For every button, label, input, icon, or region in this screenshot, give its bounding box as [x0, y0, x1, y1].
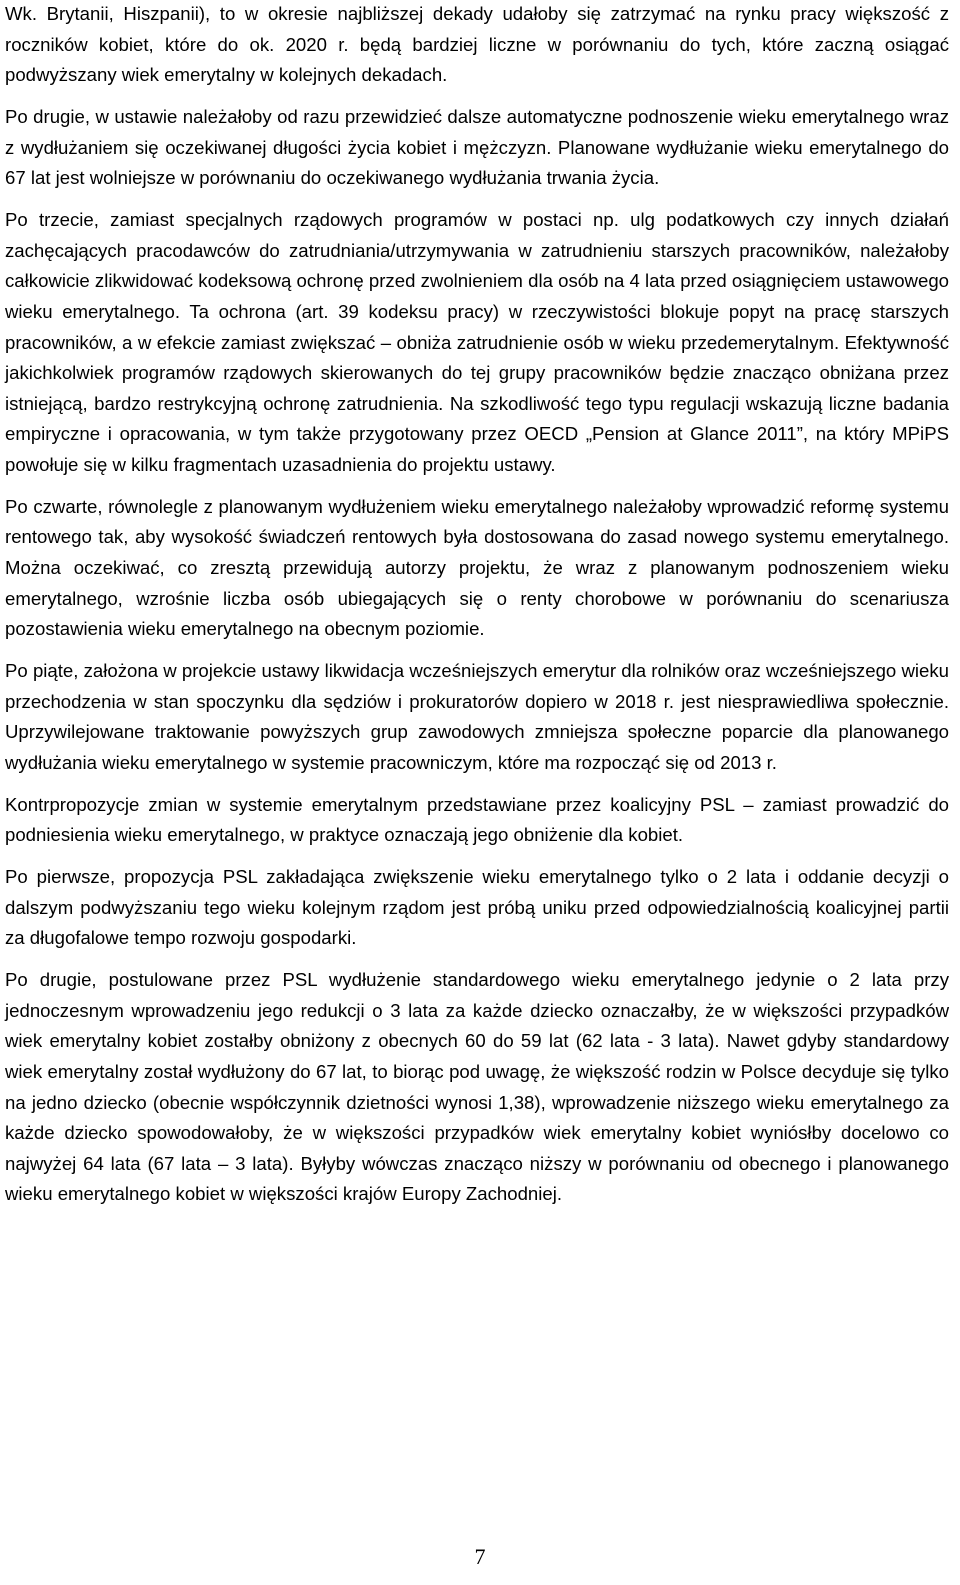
paragraph-second-point: Po drugie, w ustawie należałoby od razu przewidzieć dalsze automatyczne podnoszenie wieku emerytalnego wraz z wydłużaniem się oczekiwanej długości życia kobiet i mężczyzn. Planowane wydłużanie wieku emerytalnego do 67 lat jest wolniejsze w porównaniu do oczekiwanego wydłużania trwania życia. — [5, 106, 949, 189]
paragraph-psl-first-point: Po pierwsze, propozycja PSL zakładająca zwiększenie wieku emerytalnego tylko o 2 lata i oddanie decyzji o dalszym podwyższaniu tego wieku kolejnym rządom jest próbą uniku przed odpowiedzialnością koalicyjnej partii za długofalowe tempo rozwoju gospodarki. — [5, 866, 949, 949]
paragraph-third-point: Po trzecie, zamiast specjalnych rządowych programów w postaci np. ulg podatkowych czy innych działań zachęcających pracodawców do zatrudniania/utrzymywania w zatrudnieniu starszych pracowników, należałoby całkowicie zlikwidować kodeksową ochronę przed zwolnieniem dla osób na 4 lata przed osiągnięciem ustawowego wieku emerytalnego. Ta ochrona (art. 39 kodeksu pracy) w rzeczywistości blokuje popyt na pracę starszych pracowników, a w efekcie zamiast zwiększać – obniża zatrudnienie osób w wieku przedemerytalnym. Efektywność jakichkolwiek programów rządowych skierowanych do tej grupy pracowników będzie znacząco obniżana przez istniejącą, bardzo restrykcyjną ochronę zatrudnienia. Na szkodliwość tego typu regulacji wskazują liczne badania empiryczne i opracowania, w tym także przygotowany przez OECD „Pension at Glance 2011”, na który MPiPS powołuje się w kilku fragmentach uzasadnienia do projektu ustawy. — [5, 209, 949, 475]
paragraph-continuation: Wk. Brytanii, Hiszpanii), to w okresie najbliższej dekady udałoby się zatrzymać na rynku pracy większość z roczników kobiet, które do ok. 2020 r. będą bardziej liczne w porównaniu do tych, które zaczną osiągać podwyższany wiek emerytalny w kolejnych dekadach. — [5, 3, 949, 86]
paragraph-psl-second-point: Po drugie, postulowane przez PSL wydłużenie standardowego wieku emerytalnego jedynie o 2 lata przy jednoczesnym wprowadzeniu jego redukcji o 3 lata za każde dziecko oznaczałby, że w większości przypadków wiek emerytalny kobiet zostałby obniżony z obecnych 60 do 59 lat (62 lata - 3 lata). Nawet gdyby standardowy wiek emerytalny został wydłużony do 67 lat, to biorąc pod uwagę, że większość rodzin w Polsce decyduje się tylko na jedno dziecko (obecnie współczynnik dzietności wynosi 1,38), wprowadzenie niższego wieku emerytalnego za każde dziecko spowodowałoby, że w większości przypadków wiek emerytalny kobiet wyniósłby docelowo co najwyżej 64 lata (67 lata – 3 lata). Byłyby wówczas znacząco niższy w porównaniu od obecnego i planowanego wieku emerytalnego kobiet w większości krajów Europy Zachodniej. — [5, 969, 949, 1205]
document-body — [5, 0, 949, 1221]
paragraph-fifth-point: Po piąte, założona w projekcie ustawy likwidacja wcześniejszych emerytur dla rolników oraz wcześniejszego wieku przechodzenia w stan spoczynku dla sędziów i prokuratorów dopiero w 2018 r. jest niesprawiedliwa społecznie. Uprzywilejowane traktowanie powyższych grup zawodowych zmniejsza społeczne poparcie dla planowanego wydłużania wieku emerytalnego w systemie pracowniczym, które ma rozpocząć się od 2013 r. — [5, 660, 949, 773]
paragraph-psl-counterproposals: Kontrpropozycje zmian w systemie emerytalnym przedstawiane przez koalicyjny PSL – zamiast prowadzić do podniesienia wieku emerytalnego, w praktyce oznaczają jego obniżenie dla kobiet. — [5, 793, 949, 846]
paragraph-fourth-point: Po czwarte, równolegle z planowanym wydłużeniem wieku emerytalnego należałoby wprowadzić reformę systemu rentowego tak, aby wysokość świadczeń rentowych była dostosowana do zasad nowego systemu emerytalnego. Można oczekiwać, co zresztą przewidują autorzy projektu, że wraz z planowanym podnoszeniem wieku emerytalnego, wzrośnie liczba osób ubiegających się o renty chorobowe w porównaniu do scenariusza pozostawienia wieku emerytalnego na obecnym poziomie. — [5, 495, 949, 640]
page-number: 7 — [474, 1544, 486, 1569]
